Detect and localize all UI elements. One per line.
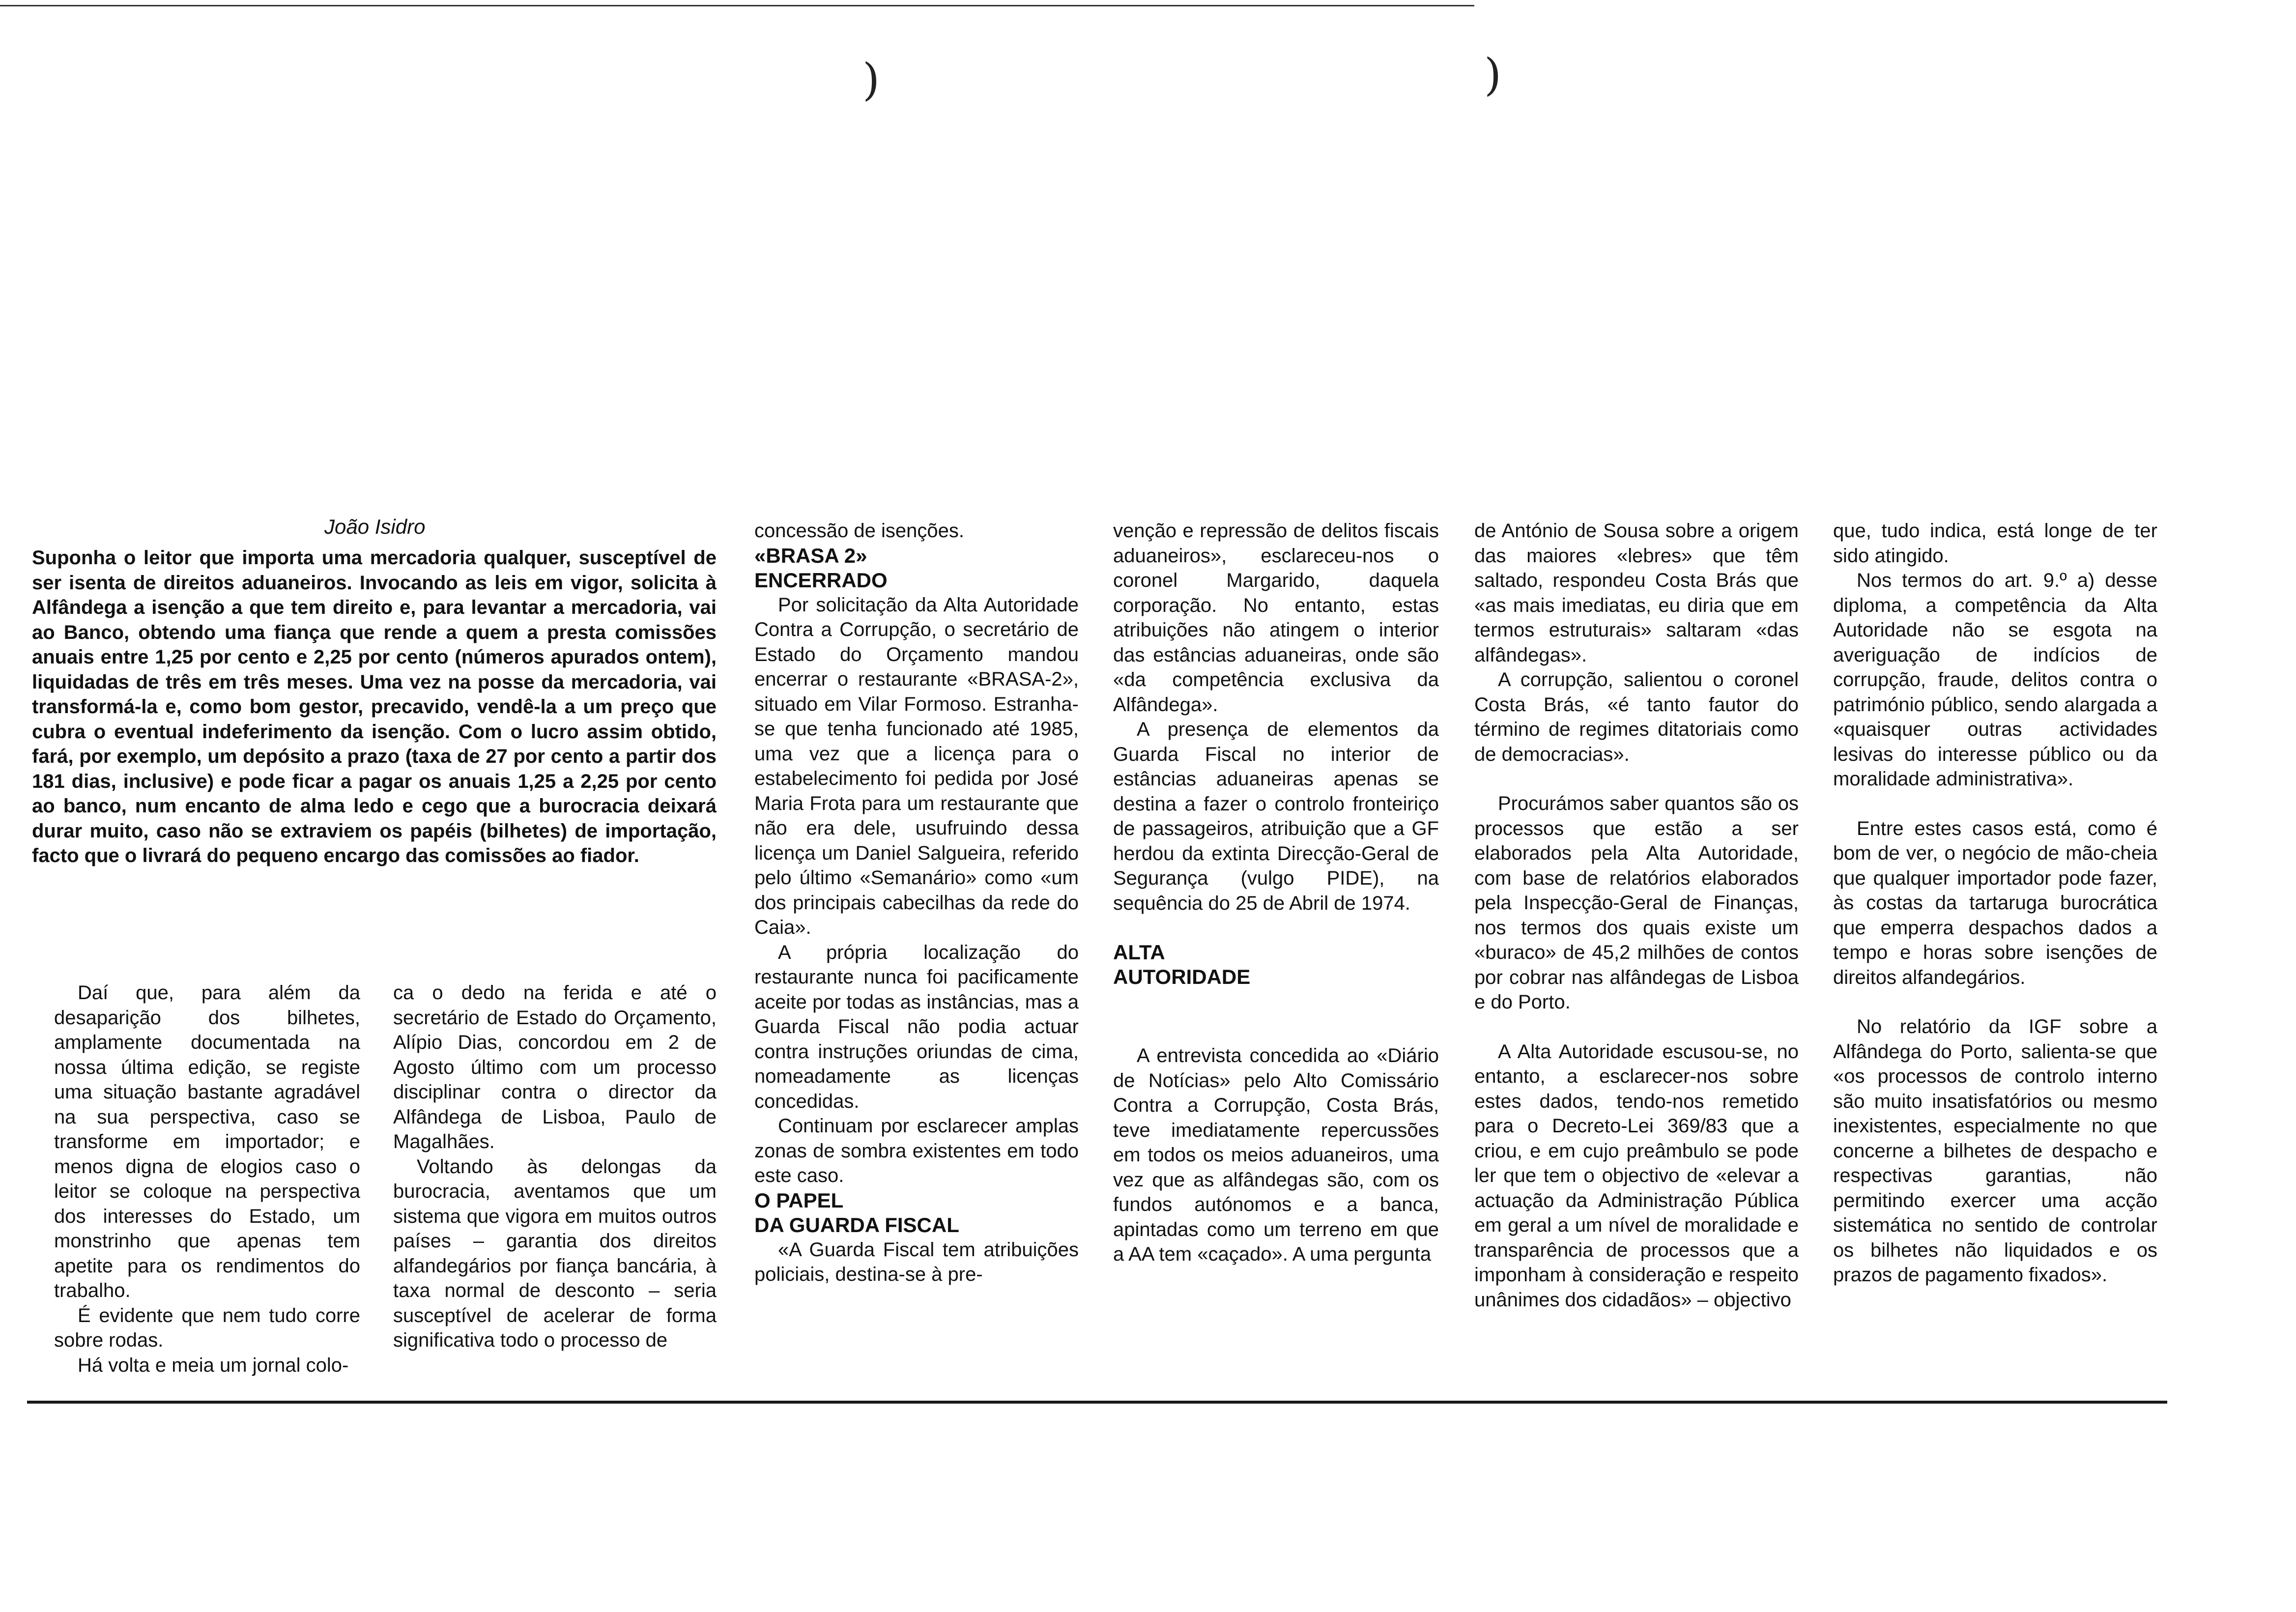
paragraph: A presença de elementos da Guarda Fiscal no interior de estâncias aduaneiras apenas se destina a fazer o controlo fronteiriço de passageiros, atribuição que a GF herdou da extinta Direcção-Geral de Segurança (vulgo PIDE), na sequência do 25 de Abril de 1974.: [1113, 719, 1439, 914]
paragraph: Continuam por esclarecer amplas zonas de sombra existentes em todo este caso.: [754, 1115, 1079, 1186]
byline: João Isidro: [324, 515, 426, 538]
paragraph: que, tudo indica, está longe de ter sido atingido.: [1833, 520, 2157, 567]
paragraph: A própria localização do restaurante nunca foi pacificamente aceite por todas as instâncias, mas a Guarda Fiscal não podia actuar contra instruções oriundas de cima, nomeadamente as licenças concedidas.: [754, 941, 1079, 1112]
top-rule: [0, 5, 1474, 6]
scan-mark-left: ): [862, 54, 880, 106]
paragraph: No relatório da IGF sobre a Alfândega do Porto, salienta-se que «os processos de controlo interno são muito insatisfatórios ou mesmo inexistentes, especialmente no que concerne a bilhetes de despacho e respectivas garantias, não permitindo exercer uma acção sistemática no sentido de controlar os bilhetes não liquidados e os prazos de pagamento fixados».: [1833, 1016, 2157, 1286]
subheading-brasa: «BRASA 2»: [754, 544, 867, 567]
paragraph: de António de Sousa sobre a origem das maiores «lebres» que têm saltado, respondeu Costa Brás que «as mais imediatas, eu diria que em termos estruturais» saltaram «das alfândegas».: [1474, 520, 1799, 666]
paragraph: Procurámos saber quantos são os processos que estão a ser elaborados pela Alta Autoridade, com base de relatórios elaborados pela Inspecção-Geral de Finanças, nos termos dos quais existe um «buraco» de 45,2 milhões de contos por cobrar nas alfândegas de Lisboa e do Porto.: [1474, 793, 1799, 1013]
paragraph: Há volta e meia um jornal colo-: [78, 1354, 349, 1376]
column-5: [1474, 518, 1799, 1312]
lead-paragraph: Suponha o leitor que importa uma mercadoria qualquer, susceptível de ser isenta de direitos aduaneiros. Invocando as leis em vigor, solicita à Alfândega a isenção a que tem direito e, para levantar a mercadoria, vai ao Banco, obtendo uma fiança que rende a quem a presta comissões anuais entre 1,25 por cento e 2,25 por cento (números apurados ontem), liquidadas de três em três meses. Uma vez na posse da mercadoria, vai transformá-la e, como bom gestor, precavido, vendê-la a um preço que cubra o eventual indeferimento da isenção. Com o lucro assim obtido, fará, por exemplo, um depósito a prazo (taxa de 27 por cento a partir dos 181 dias, inclusive) e pode ficar a pagar os anuais 1,25 a 2,25 por cento ao banco, num encanto de alma ledo e cego que a burocracia deixará durar muito, caso não se extraviem os papéis (bilhetes) de importação, facto que o livrará do pequeno encargo das comissões ao fiador.: [32, 547, 717, 866]
subheading-guarda-fiscal: DA GUARDA FISCAL: [754, 1213, 959, 1237]
paragraph: ca o dedo na ferida e até o secretário de Estado do Orçamento, Alípio Dias, concordou em 2 de Agosto último com um processo disciplinar contra o director da Alfândega de Lisboa, Paulo de Magalhães.: [393, 982, 717, 1152]
column-4: [1113, 518, 1439, 1267]
paragraph: Entre estes casos está, como é bom de ver, o negócio de mão-cheia que qualquer importador pode fazer, às costas da tartaruga burocrática que emperra despachos dados a tempo e horas sobre isenções de direitos alfandegários.: [1833, 817, 2157, 988]
column-1: [54, 980, 360, 1378]
paragraph: concessão de isenções.: [754, 520, 964, 542]
paragraph: A corrupção, salientou o coronel Costa Brás, «é tanto fautor do término de regimes ditatoriais como de democracias».: [1474, 669, 1799, 765]
paragraph: Nos termos do art. 9.º a) desse diploma, a competência da Alta Autoridade não se esgota na averiguação de indícios de corrupção, fraude, delitos contra o património público, sendo alargada a «quaisquer outras actividades lesivas do interesse público ou da moralidade administrativa».: [1833, 570, 2157, 790]
subheading-alta: ALTA: [1113, 941, 1165, 964]
column-3: [754, 518, 1079, 1287]
paragraph: É evidente que nem tudo corre sobre rodas.: [54, 1304, 360, 1351]
subheading-o-papel: O PAPEL: [754, 1188, 844, 1212]
paragraph: Voltando às delongas da burocracia, aventamos que um sistema que vigora em muitos outros países – garantia dos direitos alfandegários por fiança bancária, à taxa normal de desconto – seria susceptível de acelerar de forma significativa todo o processo de: [393, 1155, 717, 1351]
paragraph: venção e repressão de delitos fiscais aduaneiros», esclareceu-nos o coronel Margarido, daquela corporação. No entanto, estas atribuições não atingem o interior das estâncias aduaneiras, onde são «da competência exclusiva da Alfândega».: [1113, 520, 1439, 716]
paragraph: A Alta Autoridade escusou-se, no entanto, a esclarecer-nos sobre estes dados, tendo-nos remetido para o Decreto-Lei 369/83 que a criou, e em cujo preâmbulo se pode ler que tem o objectivo de «elevar a actuação da Administração Pública em geral a um nível de moralidade e transparência de processos que a imponham à consideração e respeito unânimes dos cidadãos» – objectivo: [1474, 1040, 1799, 1311]
column-6: [1833, 518, 2157, 1288]
subheading-encerrado: ENCERRADO: [754, 568, 888, 592]
bottom-rule: [27, 1401, 2167, 1404]
paragraph: A entrevista concedida ao «Diário de Notícias» pelo Alto Comissário Contra a Corrupção, Costa Brás, teve imediatamente repercussões em todos os meios aduaneiros, uma vez que as alfândegas são, com os fundos autónomos e a banca, apintadas como um terreno em que a AA tem «caçado». A uma pergunta: [1113, 1045, 1439, 1265]
paragraph: Por solicitação da Alta Autoridade Contra a Corrupção, o secretário de Estado do Orçamento mandou encerrar o restaurante «BRASA-2», situado em Vilar Formoso. Estranha-se que tenha funcionado até 1985, uma vez que a licença para o estabelecimento foi pedida por José Maria Frota para um restaurante que não era dele, usufruindo dessa licença um Daniel Salgueira, referido pelo último «Semanário» como «um dos principais cabecilhas da rede do Caia».: [754, 594, 1079, 938]
scan-mark-right: ): [1484, 49, 1502, 101]
subheading-autoridade: AUTORIDADE: [1113, 965, 1251, 988]
column-2: [393, 980, 717, 1353]
paragraph: Daí que, para além da desaparição dos bilhetes, amplamente documentada na nossa última edição, se registe uma situação bastante agradável na sua perspectiva, caso se transforme em importador; e menos digna de elogios caso o leitor se coloque na perspectiva dos interesses do Estado, um monstrinho que apenas tem apetite para os rendimentos do trabalho.: [54, 982, 360, 1301]
paragraph: «A Guarda Fiscal tem atribuições policiais, destina-se à pre-: [754, 1238, 1079, 1285]
